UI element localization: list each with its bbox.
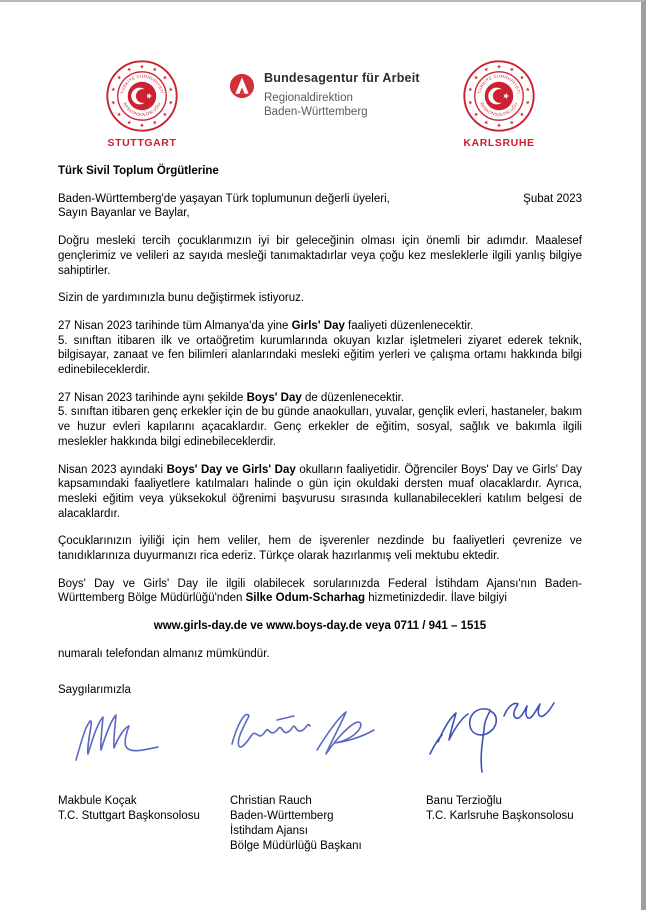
bundesagentur-text [264, 71, 420, 119]
bundesagentur-subtitle-2: Baden-Württemberg [264, 105, 368, 118]
turkish-emblem-icon [104, 58, 180, 134]
links-line: www.girls-day.de ve www.boys-day.de veya 0711 / 941 – 1515 [153, 620, 487, 633]
girls-day-body: 5. sınıftan itibaren ilk ve ortaöğretim kurumlarında okuyan kızlar işletmeleri ziyaret ederek teknik, bilgisayar, zanaat ve fen bilimleri alanlarındaki mesleki eğitim yerleri ve çalışma ortamı hakkında bilgi edinebileceklerdir. [58, 334, 582, 377]
bundesagentur-subtitle-1: Regionaldirektion [264, 92, 353, 104]
bundesagentur-logo [229, 71, 420, 119]
signer-title: İstihdam Ajansı [230, 825, 308, 837]
paragraph-school-activity: Nisan 2023 ayındaki Boys' Day ve Girls' Day okulların faaliyetidir. Öğrenciler Boys' Day ve Girls' Day kapsamındaki faaliyetlere katılmaları halinde o gün için okuldaki dersten muaf olacaklardır. Ayrıca, mesleki eğitim veya yüksekokul öğrenimi başvurusu sırasında kullanabilecekleri katılım belgesi de alacaklardır. [58, 463, 582, 520]
girls-day-lead-line: 27 Nisan 2023 tarihinde tüm Almanya'da yine Girls' Day faaliyeti düzenlenecektir. [58, 319, 474, 332]
signature-christian-rauch [222, 692, 380, 762]
signer-block-stuttgart [58, 794, 230, 854]
signer-title: Baden-Württemberg [230, 810, 334, 822]
phone-line: numaralı telefondan almanız mümkündür. [58, 647, 270, 660]
greeting-line: Baden-Württemberg'de yaşayan Türk toplumunun değerli üyeleri, [58, 192, 390, 205]
signer-name: Christian Rauch [230, 795, 312, 807]
letter-date: Şubat 2023 [523, 192, 582, 205]
paragraph-spread-word: Çocuklarınızın iyiliği için hem veliler, hem de işverenler nezdinde bu faaliyetleri çevrenize ve tanıdıklarınıza duyurmanızı rica ederiz. Türkçe olarak hazırlanmış veli mektubu ektedir. [58, 535, 582, 563]
paragraph-boys-day [58, 391, 582, 450]
signer-block-karlsruhe [426, 794, 582, 854]
paragraph-change: Sizin de yardımınızla bunu değiştirmek istiyoruz. [58, 292, 305, 305]
bundesagentur-a-icon [229, 73, 255, 99]
signature-makbule-kocak [68, 698, 173, 770]
paragraph-contact: Boys' Day ve Girls' Day ile ilgili olabilecek sorularınızda Federal İstihdam Ajansı'nın Baden-Württemberg Bölge Müdürlüğü'nden Silke Odum-Scharhag hizmetinizdedir. İlave bilgiyi [58, 577, 582, 605]
signer-title: Bölge Müdürlüğü Başkanı [230, 840, 362, 852]
signer-title: T.C. Stuttgart Başkonsolosu [58, 810, 200, 822]
karlsruhe-consulate-seal [460, 58, 538, 149]
karlsruhe-seal-label: KARLSRUHE [463, 137, 535, 149]
salutation-line: Sayın Bayanlar ve Baylar, [58, 207, 190, 220]
signer-name: Makbule Koçak [58, 795, 137, 807]
greeting-block [58, 192, 582, 221]
turkish-emblem-icon [461, 58, 537, 134]
recipient-line: Türk Sivil Toplum Örgütlerine [58, 165, 219, 177]
stuttgart-seal-label: STUTTGART [107, 137, 177, 149]
signature-banu-terzioglu [424, 680, 564, 780]
letter-body [58, 164, 582, 710]
signer-title: T.C. Karlsruhe Başkonsolosu [426, 810, 574, 822]
bundesagentur-title: Bundesagentur für Arbeit [264, 71, 420, 85]
stuttgart-consulate-seal [103, 58, 181, 149]
paragraph-intro: Doğru mesleki tercih çocuklarımızın iyi bir geleceğinin olması için önemli bir adımdır. Maalesef gençlerimiz ve velileri az sayıda mesleği tanımaktadırlar veya çoğu kez mesleklerle ilgili yanlış bilgiye sahiptirler. [58, 235, 582, 277]
signer-name: Banu Terzioğlu [426, 795, 502, 807]
boys-day-lead-line: 27 Nisan 2023 tarihinde aynı şekilde Boys' Day de düzenlenecektir. [58, 391, 405, 404]
boys-day-body: 5. sınıftan itibaren genç erkekler için de bu günde anaokulları, yuvalar, gençlik evleri, hastaneler, bakım ve huzur evleri kapılarını açacaklardır. Genç erkekler de eğitim, sosyal, sağlık ve bakımla ilgili meslekler hakkında bilgi edinebileceklerdir. [58, 406, 582, 448]
signer-block-bundesagentur [230, 794, 426, 854]
closing-line: Saygılarımızla [58, 683, 131, 696]
paragraph-girls-day [58, 319, 582, 378]
signer-names-row [58, 794, 582, 854]
